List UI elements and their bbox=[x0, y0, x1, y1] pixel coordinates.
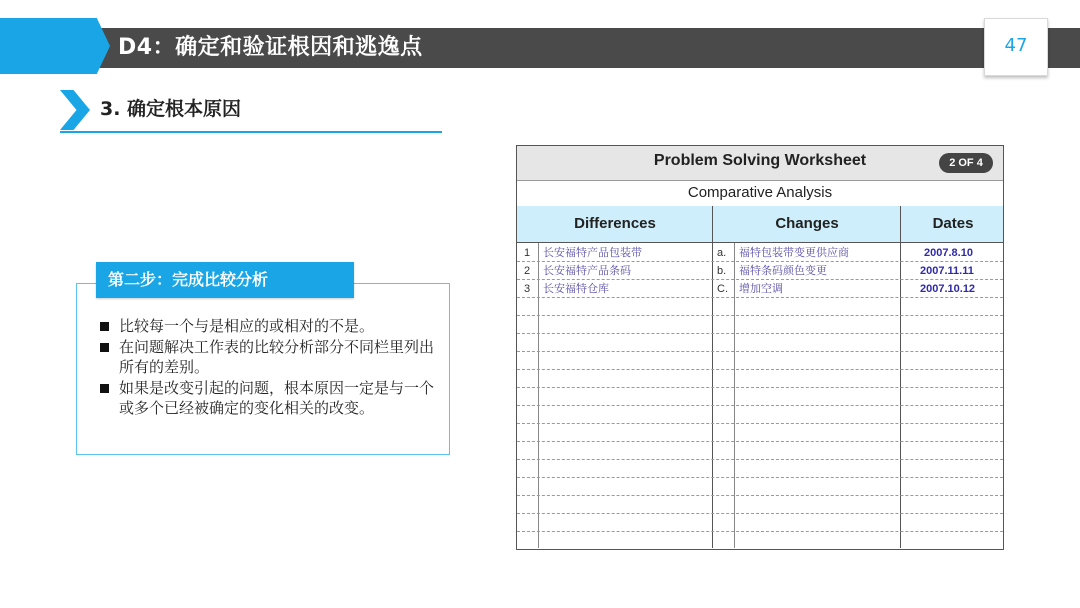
grid-row-line bbox=[517, 495, 1003, 496]
grid-row-line bbox=[517, 351, 1003, 352]
grid-row-line bbox=[517, 315, 1003, 316]
page-number-box bbox=[984, 18, 1048, 76]
page-number: 47 bbox=[1004, 35, 1028, 56]
square-bullet-icon bbox=[100, 322, 109, 331]
difference-cell: 长安福特产品条码 bbox=[543, 264, 631, 277]
date-cell: 2007.11.11 bbox=[920, 265, 974, 277]
difference-cell: 长安福特仓库 bbox=[543, 282, 609, 295]
bullet-list bbox=[96, 316, 436, 419]
row-number: 2 bbox=[524, 265, 531, 277]
bullet-text: 比较每一个与是相应的或相对的不是。 bbox=[119, 317, 375, 335]
page-title: D4：确定和验证根因和逃逸点 bbox=[118, 35, 423, 60]
grid-row-line bbox=[517, 531, 1003, 532]
column-headers bbox=[517, 206, 1003, 243]
change-cell: 福特条码颜色变更 bbox=[739, 264, 827, 277]
step-tab: 第二步：完成比较分析 bbox=[96, 262, 354, 298]
grid-row-line bbox=[517, 261, 1003, 262]
worksheet-subtitle: Comparative Analysis bbox=[517, 180, 1003, 207]
grid-divider bbox=[712, 206, 713, 548]
grid-divider bbox=[900, 206, 901, 548]
problem-solving-worksheet bbox=[516, 145, 1004, 550]
change-letter: C. bbox=[717, 283, 728, 295]
column-header-differences: Differences bbox=[574, 215, 656, 232]
worksheet-grid bbox=[517, 243, 1003, 548]
grid-row-line bbox=[517, 459, 1003, 460]
grid-row-line bbox=[517, 441, 1003, 442]
change-cell: 福特包装带变更供应商 bbox=[739, 246, 849, 259]
title-chevron-shape bbox=[0, 18, 110, 74]
grid-row-line bbox=[517, 333, 1003, 334]
page-badge: 2 OF 4 bbox=[939, 153, 993, 173]
change-letter: b. bbox=[717, 265, 727, 277]
change-letter: a. bbox=[717, 247, 727, 259]
worksheet-title: Problem Solving Worksheet bbox=[653, 152, 867, 169]
bullet-item bbox=[96, 378, 436, 419]
bullet-item bbox=[96, 316, 436, 337]
chevron-right-icon bbox=[60, 90, 90, 130]
square-bullet-icon bbox=[100, 384, 109, 393]
change-cell: 增加空调 bbox=[739, 282, 783, 295]
bullet-text: 在问题解决工作表的比较分析部分不同栏里列出所有的差别。 bbox=[119, 337, 435, 376]
date-cell: 2007.10.12 bbox=[920, 283, 976, 295]
worksheet-header bbox=[517, 146, 1003, 181]
bullet-item bbox=[96, 337, 436, 378]
bullet-text: 如果是改变引起的问题，根本原因一定是与一个或多个已经被确定的变化相关的改变。 bbox=[119, 378, 435, 417]
difference-cell: 长安福特产品包装带 bbox=[543, 246, 642, 259]
section-heading: 3. 确定根本原因 bbox=[100, 98, 242, 120]
row-number: 1 bbox=[524, 247, 531, 259]
grid-divider bbox=[734, 243, 735, 548]
grid-row-line bbox=[517, 279, 1003, 280]
column-header-changes: Changes bbox=[775, 215, 839, 232]
grid-row-line bbox=[517, 477, 1003, 478]
grid-row-line bbox=[517, 297, 1003, 298]
grid-row-line bbox=[517, 387, 1003, 388]
square-bullet-icon bbox=[100, 343, 109, 352]
grid-divider bbox=[538, 243, 539, 548]
date-cell: 2007.8.10 bbox=[924, 247, 973, 259]
grid-row-line bbox=[517, 405, 1003, 406]
row-number: 3 bbox=[524, 283, 531, 295]
section-underline bbox=[60, 131, 442, 133]
column-header-dates: Dates bbox=[932, 215, 974, 232]
grid-row-line bbox=[517, 369, 1003, 370]
grid-row-line bbox=[517, 513, 1003, 514]
grid-row-line bbox=[517, 423, 1003, 424]
